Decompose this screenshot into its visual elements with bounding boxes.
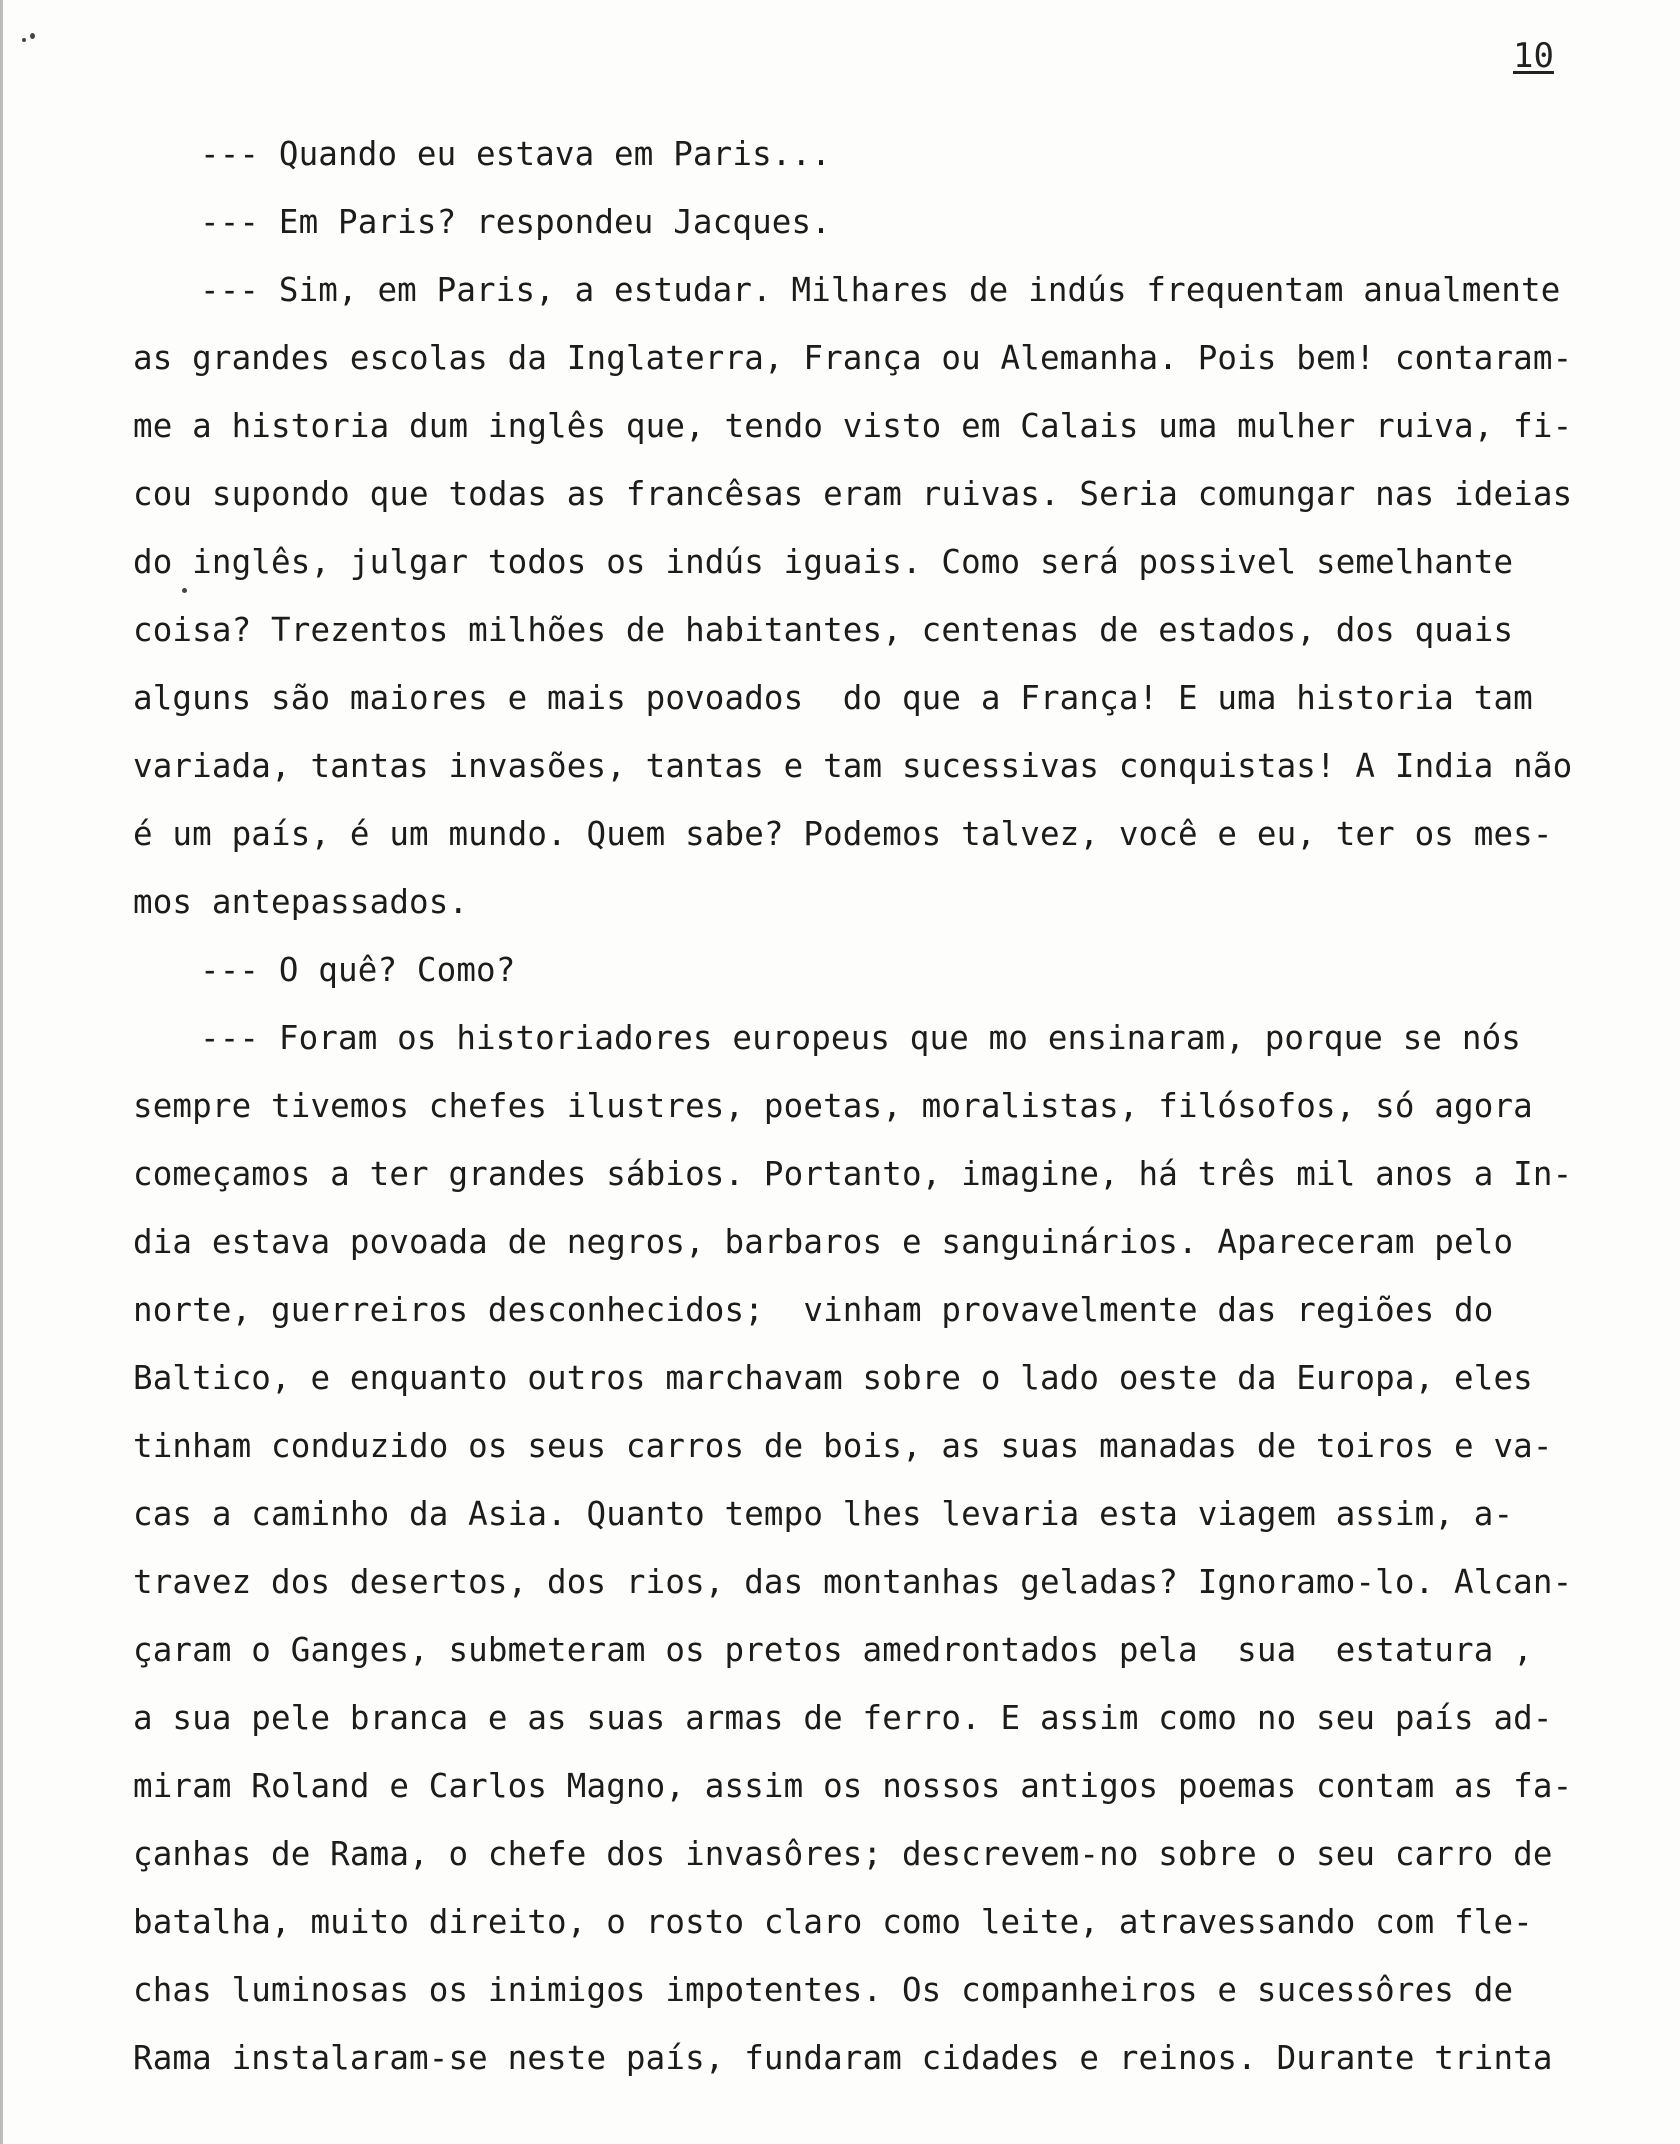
page-number: 10 [1513, 36, 1554, 76]
ink-speck [30, 33, 35, 39]
text-line: --- O quê? Como? [200, 951, 516, 989]
text-line: çanhas de Rama, o chefe dos invasôres; descrevem-no sobre o seu carro de [133, 1835, 1553, 1873]
text-line: a sua pele branca e as suas armas de ferro. E assim como no seu país ad- [133, 1699, 1553, 1737]
text-line: Baltico, e enquanto outros marchavam sobre o lado oeste da Europa, eles [133, 1359, 1533, 1397]
text-line: --- Foram os historiadores europeus que mo ensinaram, porque se nós [200, 1019, 1522, 1057]
text-line: miram Roland e Carlos Magno, assim os nossos antigos poemas contam as fa- [133, 1767, 1573, 1805]
text-line: batalha, muito direito, o rosto claro como leite, atravessando com fle- [133, 1903, 1533, 1941]
text-line: travez dos desertos, dos rios, das montanhas geladas? Ignoramo-lo. Alcan- [133, 1563, 1573, 1601]
text-line: sempre tivemos chefes ilustres, poetas, moralistas, filósofos, só agora [133, 1087, 1533, 1125]
text-line: tinham conduzido os seus carros de bois, as suas manadas de toiros e va- [133, 1427, 1553, 1465]
text-line: variada, tantas invasões, tantas e tam sucessivas conquistas! A India não [133, 747, 1573, 785]
text-line: çaram o Ganges, submeteram os pretos amedrontados pela sua estatura , [133, 1631, 1533, 1669]
text-line: coisa? Trezentos milhões de habitantes, centenas de estados, dos quais [133, 611, 1514, 649]
text-line: cou supondo que todas as francêsas eram ruivas. Seria comungar nas ideias [133, 475, 1573, 513]
text-line: é um país, é um mundo. Quem sabe? Podemos talvez, você e eu, ter os mes- [133, 815, 1553, 853]
text-line: --- Em Paris? respondeu Jacques. [200, 203, 831, 241]
text-line: cas a caminho da Asia. Quanto tempo lhes levaria esta viagem assim, a- [133, 1495, 1514, 1533]
ink-speck [22, 38, 26, 42]
text-line: --- Quando eu estava em Paris... [200, 135, 831, 173]
text-line: as grandes escolas da Inglaterra, França ou Alemanha. Pois bem! contaram- [133, 339, 1573, 377]
page-left-edge [0, 0, 3, 2144]
body-text [133, 120, 1613, 2092]
text-line: alguns são maiores e mais povoados do que a França! E uma historia tam [133, 679, 1533, 717]
text-line: norte, guerreiros desconhecidos; vinham provavelmente das regiões do [133, 1291, 1494, 1329]
text-line: chas luminosas os inimigos impotentes. Os companheiros e sucessôres de [133, 1971, 1514, 2009]
text-line: começamos a ter grandes sábios. Portanto, imagine, há três mil anos a In- [133, 1155, 1573, 1193]
text-line: Rama instalaram-se neste país, fundaram cidades e reinos. Durante trinta [133, 2039, 1553, 2077]
text-line: mos antepassados. [133, 883, 469, 921]
text-line: dia estava povoada de negros, barbaros e sanguinários. Apareceram pelo [133, 1223, 1514, 1261]
text-line: me a historia dum inglês que, tendo visto em Calais uma mulher ruiva, fi- [133, 407, 1573, 445]
text-line: do inglês, julgar todos os indús iguais. Como será possivel semelhante [133, 543, 1514, 581]
text-line: --- Sim, em Paris, a estudar. Milhares de indús frequentam anualmente [200, 271, 1561, 309]
